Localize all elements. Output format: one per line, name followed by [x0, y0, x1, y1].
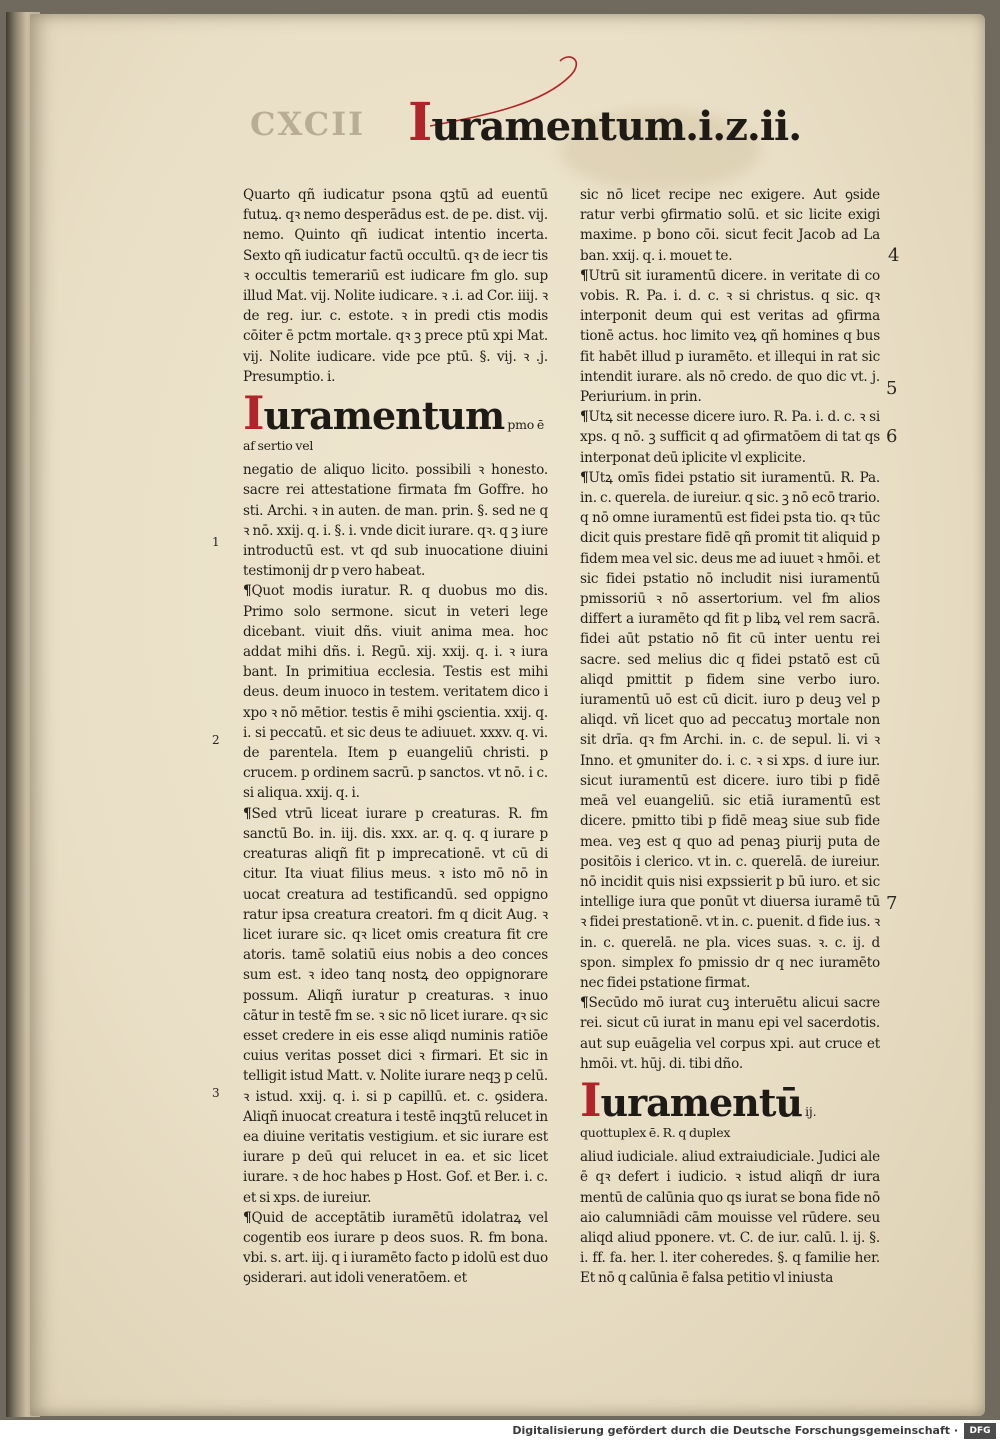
section-heading-juramentum [243, 386, 548, 456]
running-head-initial: I [408, 92, 432, 153]
margin-number-6: 6 [886, 426, 898, 447]
margin-number-4: 4 [888, 245, 900, 266]
pilcrow-icon: ¶ [243, 1209, 252, 1226]
right-paragraph-6: aliud iudiciale. aliud extraiudiciale. Judici ale ē qꝛ defert i iudicio. ꝛ istud aliqñ dr iura mentū de calūnia quo qs iurat se bona fide nō aio calumniādi cām mouisse vel rūdere. seu aliqd aliud pponere. vt. C. de iur. calū. l. ij. §. i. ff. fa. her. l. iter coheredes. §. q familie her. Et nō q calūnia ē falsa petitio vl iniusta [580, 1149, 880, 1287]
margin-number-1: 1 [212, 535, 220, 549]
margin-number-5: 5 [886, 378, 898, 399]
footer-bar [0, 1420, 1000, 1444]
left-paragraph-1: Quarto qñ iudicatur psona qꝫtū ad euentū futuꝝ. qꝛ nemo desperādus est. de pe. dist. vij. nemo. Quinto qñ iudicat intentio incerta. Sexto qñ iudicatur factū occultū. qꝛ de iecr tis ꝛ occultis temerariū est iudicare fm glo. sup illud Mat. vij. Nolite iudicare. ꝛ .i. ad Cor. iiij. ꝛ de reg. iur. c. estote. ꝛ in predi ctis modis cōiter ē pctm mortale. qꝛ ꝫ prece ptū xpi Mat. vij. Nolite iudicare. vide pce ptū. §. vij. ꝛ .j. Presumptio. i. [243, 187, 548, 385]
folio-number: CXCII [250, 105, 366, 143]
heading-text: uramentū [600, 1079, 802, 1125]
heading-red-initial: I [243, 386, 264, 441]
right-paragraph-4 [580, 468, 880, 993]
left-text-column [243, 185, 548, 1287]
right-paragraph-3 [580, 407, 880, 468]
dfg-logo: DFG [964, 1423, 996, 1439]
heading-side-text: ij. quottuplex ē. R. q duplex [580, 1103, 817, 1140]
right-paragraph-3-text: Utꝝ sit necesse dicere iuro. R. Pa. i. d. c. ꝛ si xps. q nō. ꝫ sufficit q ad ꝯfirmatōem di tat qs interponat deū iplicite vl explicite. [580, 409, 880, 466]
left-paragraph-2: negatio de aliquo licito. possibili ꝛ honesto. sacre rei attestatione firmata fm Goffre. ho sti. Archi. ꝛ in auten. de man. prin. §. sed ne q ꝛ nō. xxij. q. i. §. i. vnde dicit iurare. qꝛ. q ꝫ iure introductū est. vt qd sub inuocatione diuini testimonij dr p vero habeat. [243, 462, 548, 580]
margin-number-7: 7 [886, 893, 898, 914]
right-paragraph-2 [580, 266, 880, 407]
pilcrow-icon: ¶ [580, 995, 589, 1012]
left-paragraph-3 [243, 581, 548, 803]
right-paragraph-1: sic nō licet recipe nec exigere. Aut ꝯside ratur verbi ꝯfirmatio solū. et sic licite exigi maxime. p bono cōi. sicut fecit Jacob ad La ban. xxij. q. i. mouet te. [580, 187, 880, 264]
right-paragraph-5 [580, 993, 880, 1074]
right-text-column [580, 185, 880, 1287]
right-paragraph-4-text: Utꝝ omīs fidei pstatio sit iuramentū. R. Pa. in. c. querela. de iureiur. q sic. ꝫ nō ecō trario. q nō omne iuramentū est fidei psta tio. qꝛ tūc dicit quis prestare fidē qñ promit tit aliquid p fidem mea vel sic. deus me ad iuuet ꝛ hmōi. et sic fidei pstatio nō includit nisi iuramentū pmissoriū ꝛ nō assertorium. vel fm alios differt a iuramēto qd fit p libꝝ vel rem sacrā. fidei aūt pstatio nō fit cū inter uentu rei sacre. sed melius dic q fidei pstatō est cū aliqd pmittit p fidem sine verbo iuro. iuramentū uō est cū dicit. iuro p deuꝫ vel p aliqd. vñ licet quo ad peccatuꝫ mortale non sit drīa. qꝛ fm Archi. in. c. de sepul. li. vi ꝛ Inno. et ꝯmuniter do. i. c. ꝛ si xps. d iure iur. sicut iuramentū est dicere. iuro tibi p fidē meā vel euangeliū. sic etiā iuramentū est dicere. pmitto tibi p fidē meaꝫ siue sub fide mea. veꝫ est q quo ad penaꝫ piurij puta de positōis i clerico. vt in. c. querelā. de iureiur. nō incidit quis nisi expssierit p bū iuro. et sic intellige iura que ponūt vt diuersa iuramē tū ꝛ fidei prestationē. vt in. c. puenit. d fide ius. ꝛ in. c. querelā. ne pla. vices suas. ꝛ. c. ij. d spon. simplex fo pmissio dr q nec iuramēto nec fidei pstatione firmat. [580, 469, 880, 991]
footer-credit: Digitalisierung gefördert durch die Deutsche Forschungsgemeinschaft · [512, 1424, 958, 1437]
left-paragraph-4 [243, 804, 548, 1208]
pilcrow-icon: ¶ [580, 267, 589, 284]
section-heading-juramentu [580, 1072, 880, 1143]
left-paragraph-5 [243, 1208, 548, 1289]
right-paragraph-5-text: Secūdo mō iurat cuꝫ interuētu alicui sacre rei. sicut cū iurat in manu epi vel sacerdotis. aut sup euāgelia vel corpus xpi. aut cruce et hmōi. vt. hūj. di. tibi dño. [580, 995, 880, 1072]
heading-red-initial: I [580, 1072, 601, 1127]
heading-text: uramentum [263, 393, 505, 439]
right-paragraph-2-text: Utrū sit iuramentū dicere. in veritate di co vobis. R. Pa. i. d. c. ꝛ si christus. q sic. qꝛ interponit deum qui est veritas ad ꝯfirma tionē actus. hoc limito veꝝ qñ homines q bus fit habēt illud p iuramēto. et illequi in rat sic intendit iurare. als nō credo. de quo dic vt. j. Periurium. in prin. [580, 267, 880, 406]
heading-side-text: pmo ē af sertio vel [243, 417, 545, 454]
left-paragraph-4-text: Sed vtrū liceat iurare p creaturas. R. fm sanctū Bo. in. iij. dis. xxx. ar. q. q. q iurare p creaturas aliqñ fit p imprecationē. vt cū di citur. Ita viuat filius meus. ꝛ isto mō nō in uocat creatura ad testificandū. sed oppigno ratur ipsa creatura creatori. fm q dicit Aug. ꝛ licet iurare sic. qꝛ licet omis creatura fit cre atoris. tamē solatiū eius nobis a deo conces sum est. ꝛ ideo tanq nostꝝ deo oppignorare possum. Aliqñ iuratur p creaturas. ꝛ inuo cātur in testē fm se. ꝛ sic nō licet iurare. qꝛ sic esset credere in eis esse aliqd numinis ratiōe cuius veritas posset dici ꝛ firmari. Et sic in telligit istud Matt. v. Nolite iurare neqꝫ p celū. ꝛ istud. xxij. q. i. si p capillū. et. c. ꝯsidera. Aliqñ inuocat creatura i testē inqꝫtū relucet in ea diuine veritatis vestigium. et sic iurare est iurare p deū qui relucet in ea. et sic licet iurare. ꝛ de hoc habes p Host. Gof. et Ber. i. c. et si xps. de iureiur. [243, 805, 548, 1206]
running-head [408, 92, 801, 153]
margin-number-2: 2 [212, 733, 220, 747]
pilcrow-icon: ¶ [580, 469, 589, 486]
margin-number-3: 3 [212, 1086, 220, 1100]
pilcrow-icon: ¶ [243, 805, 252, 822]
left-paragraph-3-text: Quot modis iuratur. R. q duobus mo dis. Primo solo sermone. sicut in veteri lege dicebant. viuit dñs. viuit anima mea. hoc addat mihi dñs. i. Regū. xij. xxij. q. i. ꝛ iura bant. In primitiua ecclesia. Testis est mihi deus. deum inuoco in testem. veritatem dico i xpo ꝛ nō mētior. testis ē mihi ꝯscientia. xxij. q. i. si peccatū. et sic deus te adiuuet. xxxv. q. vi. de parentela. Item p euangeliū christi. p crucem. p ordinem sacrū. p sanctos. vt nō. i c. si aliqua. xxij. q. i. [243, 583, 548, 802]
pilcrow-icon: ¶ [580, 409, 589, 426]
left-paragraph-5-text: Quid de acceptātib iuramētū idolatraꝝ vel cogentib eos iurare p deos suos. R. fm bona. vbi. s. art. iij. q i iuramēto facto p idolū est duo ꝯsiderari. aut idoli veneratōem. et [243, 1209, 548, 1287]
running-head-text: uramentum.i.z.ii. [431, 103, 802, 150]
pilcrow-icon: ¶ [243, 583, 252, 600]
